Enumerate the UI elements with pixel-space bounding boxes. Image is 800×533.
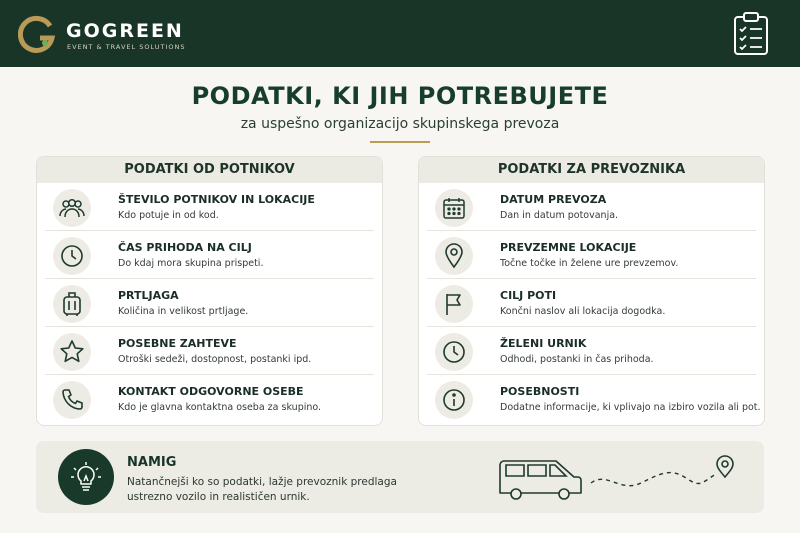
route-illustration	[496, 451, 746, 506]
list-item	[45, 279, 374, 327]
page-title: PODATKI, KI JIH POTREBUJETE	[191, 82, 609, 110]
panel-passenger-data	[36, 156, 383, 426]
item-description: Do kdaj mora skupina prispeti.	[118, 258, 264, 269]
panel-heading: PODATKI ZA PREVOZNIKA	[419, 157, 764, 183]
info-icon	[435, 381, 473, 419]
item-title: CILJ POTI	[500, 289, 557, 302]
item-description: Končni naslov ali lokacija dogodka.	[500, 306, 666, 317]
tip-text: Natančnejši ko so podatki, lažje prevoznik predlaga ustrezno vozilo in realističen urnik.	[127, 476, 397, 503]
item-description: Dan in datum potovanja.	[500, 210, 619, 221]
people-icon	[53, 189, 91, 227]
luggage-icon	[53, 285, 91, 323]
item-title: POSEBNOSTI	[500, 385, 580, 398]
item-title: ČAS PRIHODA NA CILJ	[118, 241, 252, 254]
item-description: Odhodi, postanki in čas prihoda.	[500, 354, 654, 365]
list-item	[427, 183, 756, 231]
title-divider	[370, 141, 430, 143]
item-title: ŽELENI URNIK	[500, 337, 587, 350]
list-item	[427, 279, 756, 327]
calendar-icon	[435, 189, 473, 227]
brand-tagline: EVENT & TRAVEL SOLUTIONS	[67, 43, 186, 51]
panel-carrier-data	[418, 156, 765, 426]
tip-title: NAMIG	[127, 455, 177, 470]
list-item	[45, 327, 374, 375]
page-subtitle: za uspešno organizacijo skupinskega prevoza	[240, 116, 560, 132]
list-item	[45, 375, 374, 423]
location-pin-icon	[435, 237, 473, 275]
flag-icon	[435, 285, 473, 323]
lightbulb-icon	[58, 449, 114, 505]
header-bar	[0, 0, 800, 67]
logo-g-mark	[18, 14, 58, 54]
item-title: PRTLJAGA	[118, 289, 179, 302]
item-description: Količina in velikost prtljage.	[118, 306, 249, 317]
list-item	[427, 231, 756, 279]
clipboard-checklist-icon	[733, 12, 769, 56]
location-pin-icon	[717, 456, 733, 477]
van-icon	[500, 461, 581, 499]
item-description: Otroški sedeži, dostopnost, postanki ipd.	[118, 354, 312, 365]
phone-icon	[53, 381, 91, 419]
item-description: Kdo potuje in od kod.	[118, 210, 219, 221]
clock-icon	[435, 333, 473, 371]
panel-heading: PODATKI OD POTNIKOV	[37, 157, 382, 183]
tip-box	[36, 441, 764, 513]
item-description: Dodatne informacije, ki vplivajo na izbiro vozila ali pot.	[500, 402, 761, 413]
brand-name: GOGREEN	[66, 20, 184, 42]
item-description: Točne točke in želene ure prevzemov.	[500, 258, 679, 269]
item-title: PREVZEMNE LOKACIJE	[500, 241, 637, 254]
clock-icon	[53, 237, 91, 275]
list-item	[45, 231, 374, 279]
list-item	[45, 183, 374, 231]
item-title: KONTAKT ODGOVORNE OSEBE	[118, 385, 304, 398]
list-item	[427, 327, 756, 375]
item-title: DATUM PREVOZA	[500, 193, 607, 206]
item-title: ŠTEVILO POTNIKOV IN LOKACIJE	[118, 193, 315, 206]
star-icon	[53, 333, 91, 371]
list-item	[427, 375, 761, 423]
item-title: POSEBNE ZAHTEVE	[118, 337, 237, 350]
item-description: Kdo je glavna kontaktna oseba za skupino.	[118, 402, 322, 413]
